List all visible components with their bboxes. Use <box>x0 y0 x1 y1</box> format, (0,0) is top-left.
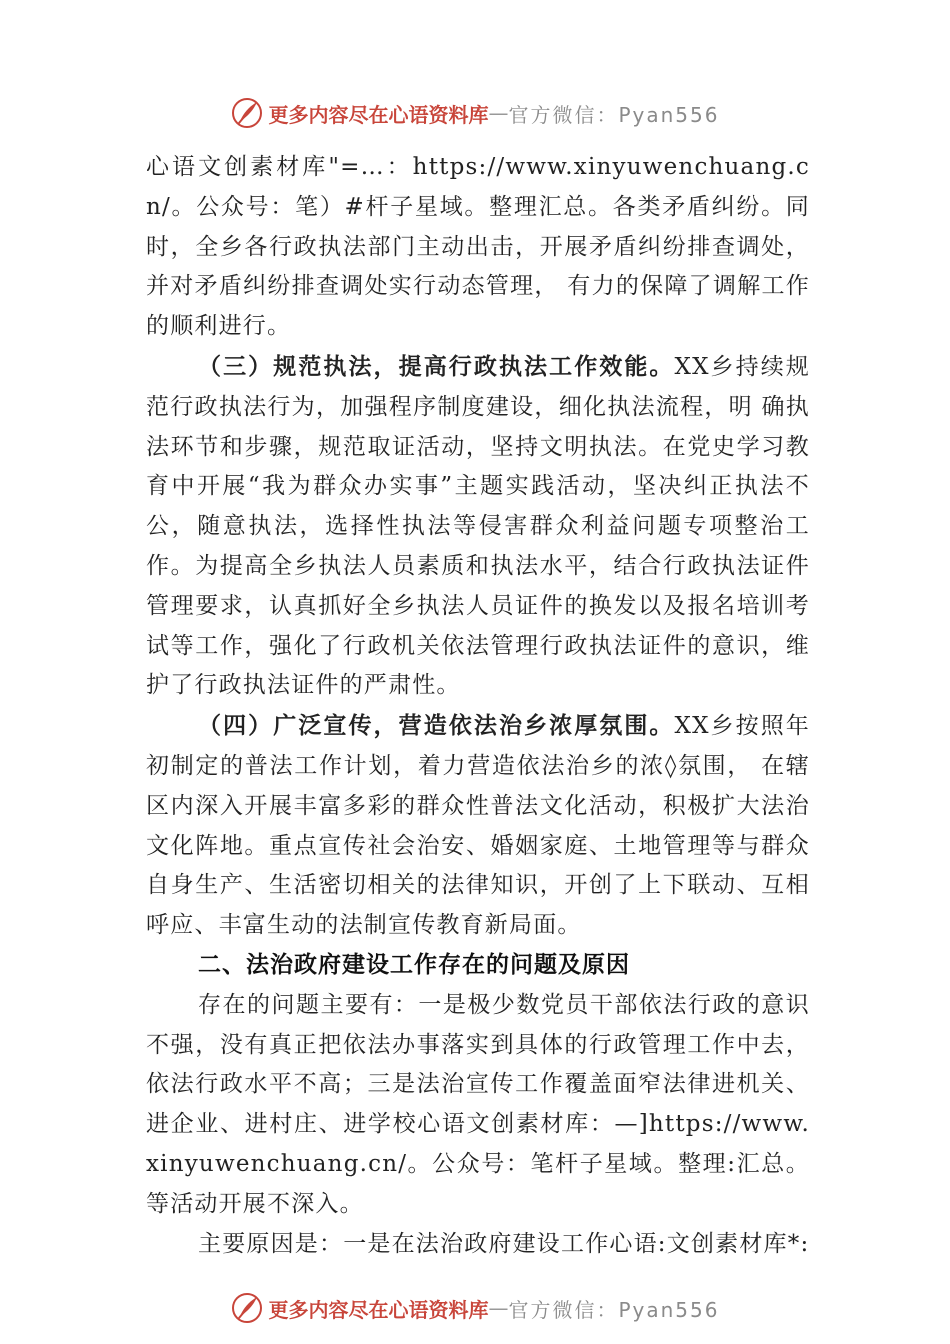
paragraph-section-4 <box>146 706 810 946</box>
watermark-text-gray: 官方微信：Pyan556 <box>508 1297 720 1322</box>
watermark-header <box>0 93 950 133</box>
paragraph-section-3 <box>146 347 810 706</box>
section-4-text: XX乡按照年初制定的普法工作计划，着力营造依法治乡的浓◊氛围， 在辖区内深入开展丰富多彩的群众性普法文化活动，积极扩大法治文化阵地。重点宣传社会治安、婚姻家庭、土地管理等与群众自身生产、生活密切相关的法律知识，开创了上下联动、互相呼应、丰富生动的法制宣传教育新局面。 <box>146 713 810 939</box>
quill-logo-icon <box>230 96 264 130</box>
paragraph-intro <box>146 148 810 347</box>
quill-logo-icon <box>230 1291 264 1325</box>
watermark-dash: — <box>488 1296 509 1320</box>
paragraph-reasons: 主要原因是：一是在法治政府建设工作心语:文创素材库*: <box>198 1230 810 1257</box>
section-heading-problems: 二、法治政府建设工作存在的问题及原因 <box>198 951 630 978</box>
watermark-footer <box>0 1288 950 1328</box>
section-4-heading: （四）广泛宣传，营造依法治乡浓厚氛围。 <box>198 712 675 740</box>
section-3-heading: （三）规范执法，提高行政执法工作效能。 <box>198 352 675 380</box>
section-3-text: XX乡持续规范行政执法行为，加强程序制度建设，细化执法流程，明 确执法环节和步骤，规范取证活动，坚持文明执法。在党史学习教育中开展“我为群众办实事”主题实践活动，坚决纠正执法不公，随意执法，选择性执法等侵害群众利益问题专项整治工作。为提高全乡执法人员素质和执法水平，结合行政执法证件管理要求，认真抓好全乡执法人员证件的换发以及报名培训考试等工作，强化了行政机关依法管理行政执法证件的意识，维护了行政执法证件的严肃性。 <box>146 353 810 699</box>
document-body <box>146 148 810 1264</box>
watermark-text-red: 更多内容尽在心语资料库 <box>268 1297 489 1322</box>
paragraph-issues: 存在的问题主要有：一是极少数党员干部依法行政的意识不强，没有真正把依法办事落实到具体的行政管理工作中去，依法行政水平不高；三是法治宣传工作覆盖面窄法律进机关、进企业、进村庄、进学校心语文创素材库：—]https://www.xinyuwenchuang.cn/。公众号：笔杆子星域。整理:汇总。等活动开展不深入。 <box>146 991 810 1217</box>
paragraph-intro-text: 心语文创素材库"=…：https://www.xinyuwenchuang.cn/。公众号：笔）#杆子星域。整理汇总。各类矛盾纠纷。同时，全乡各行政执法部门主动出击，开展矛盾纠纷排查调处，并对矛盾纠纷排查调处实行动态管理， 有力的保障了调解工作的顺利进行。 <box>146 154 810 340</box>
watermark-dash: — <box>488 101 509 125</box>
watermark-text-gray: 官方微信：Pyan556 <box>508 102 720 127</box>
watermark-text-red: 更多内容尽在心语资料库 <box>268 102 489 127</box>
